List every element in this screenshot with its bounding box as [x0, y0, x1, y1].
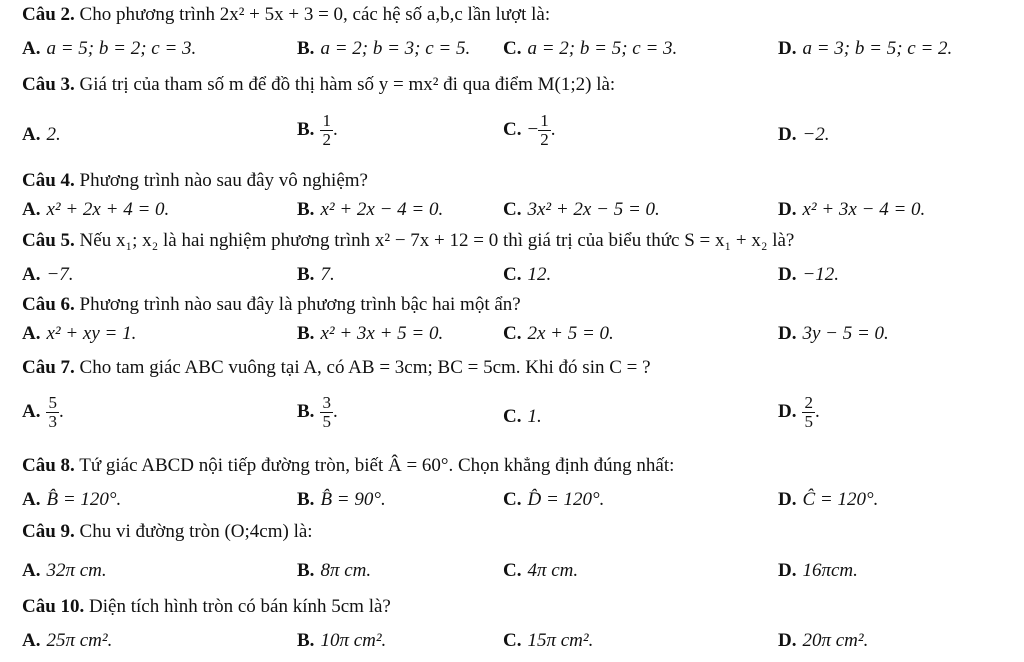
- option-b: [297, 199, 443, 221]
- option-d: [778, 124, 830, 146]
- question-2: [22, 4, 550, 26]
- option-suffix: .: [550, 118, 556, 140]
- option-letter: D.: [778, 630, 797, 651]
- option-text: x² + xy = 1.: [46, 323, 137, 344]
- option-letter: B.: [297, 489, 315, 510]
- option-text: −7.: [46, 264, 74, 285]
- option-suffix: .: [814, 400, 820, 422]
- question-label: Câu 2.: [22, 4, 75, 25]
- question-6: [22, 294, 521, 316]
- option-b: [297, 323, 443, 345]
- option-text: x² + 3x + 5 = 0.: [320, 323, 444, 344]
- option-text: 32π cm.: [46, 560, 107, 581]
- option-a: [22, 630, 112, 652]
- question-text: Nếu x₁; x₂ là hai nghiệm phương trình x² − 7x + 12 = 0 thì giá trị của biểu thức S = x₁ + x₂ là?: [79, 230, 795, 251]
- option-text: 10π cm².: [320, 630, 387, 651]
- option-text: 7.: [320, 264, 335, 285]
- option-d: [778, 630, 868, 652]
- option-c: [503, 323, 614, 345]
- option-text: 8π cm.: [320, 560, 372, 581]
- option-text: 2x + 5 = 0.: [527, 323, 614, 344]
- option-text: 4π cm.: [527, 560, 579, 581]
- option-c: [503, 489, 604, 511]
- option-text: 3y − 5 = 0.: [802, 323, 889, 344]
- option-letter: C.: [503, 406, 522, 427]
- option-d: [778, 394, 820, 431]
- option-letter: C.: [503, 118, 522, 140]
- option-b: [297, 489, 386, 511]
- option-letter: B.: [297, 630, 315, 651]
- option-text: 2.: [46, 124, 61, 145]
- option-c: [503, 264, 551, 286]
- option-letter: A.: [22, 323, 41, 344]
- option-letter: D.: [778, 38, 797, 59]
- option-b: [297, 560, 371, 582]
- option-letter: D.: [778, 489, 797, 510]
- option-d: [778, 199, 925, 221]
- option-letter: C.: [503, 38, 522, 59]
- fraction-numerator: 3: [322, 393, 331, 412]
- option-letter: A.: [22, 560, 41, 581]
- option-b: [297, 264, 335, 286]
- option-suffix: .: [332, 400, 338, 422]
- option-letter: D.: [778, 323, 797, 344]
- option-text: 3x² + 2x − 5 = 0.: [527, 199, 660, 220]
- option-text: a = 3; b = 5; c = 2.: [802, 38, 953, 59]
- option-letter: B.: [297, 38, 315, 59]
- option-c: [503, 560, 578, 582]
- fraction: [320, 112, 333, 149]
- question-5: [22, 230, 794, 252]
- option-text: a = 2; b = 5; c = 3.: [527, 38, 678, 59]
- fraction: [46, 394, 59, 431]
- question-text: Phương trình nào sau đây là phương trình bậc hai một ẩn?: [79, 294, 521, 315]
- option-letter: A.: [22, 199, 41, 220]
- option-b: [297, 630, 386, 652]
- question-text: Cho tam giác ABC vuông tại A, có AB = 3cm; BC = 5cm. Khi đó sin C = ?: [79, 357, 651, 378]
- option-text: 15π cm².: [527, 630, 594, 651]
- option-letter: D.: [778, 199, 797, 220]
- option-text: a = 5; b = 2; c = 3.: [46, 38, 197, 59]
- fraction-denominator: 2: [540, 130, 549, 149]
- option-text: 25π cm².: [46, 630, 113, 651]
- option-text: Ĉ = 120°.: [802, 489, 879, 510]
- option-text: x² + 2x − 4 = 0.: [320, 199, 444, 220]
- option-letter: C.: [503, 560, 522, 581]
- option-suffix: .: [332, 118, 338, 140]
- option-letter: A.: [22, 630, 41, 651]
- question-label: Câu 7.: [22, 357, 75, 378]
- fraction-denominator: 5: [322, 412, 331, 431]
- option-a: [22, 394, 64, 431]
- option-b: [297, 394, 338, 431]
- fraction-numerator: 5: [48, 393, 57, 412]
- option-c: [503, 38, 677, 60]
- option-c: [503, 199, 660, 221]
- fraction-numerator: 2: [804, 393, 813, 412]
- question-7: [22, 357, 651, 379]
- question-4: [22, 170, 368, 192]
- question-text: Chu vi đường tròn (O;4cm) là:: [79, 521, 313, 542]
- fraction-numerator: 1: [322, 111, 331, 130]
- option-letter: B.: [297, 560, 315, 581]
- option-text: B̂ = 90°.: [320, 489, 386, 510]
- question-3: [22, 74, 615, 96]
- option-letter: B.: [297, 264, 315, 285]
- option-b: [297, 38, 470, 60]
- option-letter: A.: [22, 124, 41, 145]
- question-8: [22, 455, 674, 477]
- question-10: [22, 596, 391, 618]
- option-text: 1.: [527, 406, 542, 427]
- option-d: [778, 323, 889, 345]
- option-a: [22, 199, 169, 221]
- question-text: Phương trình nào sau đây vô nghiệm?: [79, 170, 368, 191]
- option-text: 16πcm.: [802, 560, 858, 581]
- option-prefix: −: [527, 118, 539, 140]
- option-letter: C.: [503, 630, 522, 651]
- question-text: Diện tích hình tròn có bán kính 5cm là?: [89, 596, 391, 617]
- option-letter: D.: [778, 264, 797, 285]
- question-label: Câu 5.: [22, 230, 75, 251]
- option-c: [503, 112, 555, 149]
- option-d: [778, 489, 878, 511]
- option-letter: A.: [22, 489, 41, 510]
- option-text: a = 2; b = 3; c = 5.: [320, 38, 471, 59]
- option-letter: B.: [297, 199, 315, 220]
- option-text: 20π cm².: [802, 630, 869, 651]
- option-letter: C.: [503, 323, 522, 344]
- question-text: Giá trị của tham số m để đồ thị hàm số y = mx² đi qua điểm M(1;2) là:: [79, 74, 616, 95]
- option-text: 12.: [527, 264, 552, 285]
- fraction-denominator: 2: [322, 130, 331, 149]
- question-label: Câu 8.: [22, 455, 75, 476]
- option-a: [22, 323, 136, 345]
- fraction-denominator: 5: [804, 412, 813, 431]
- option-suffix: .: [58, 400, 64, 422]
- option-text: x² + 3x − 4 = 0.: [802, 199, 926, 220]
- option-c: [503, 406, 542, 428]
- question-label: Câu 10.: [22, 596, 85, 617]
- option-letter: C.: [503, 489, 522, 510]
- option-a: [22, 264, 74, 286]
- question-9: [22, 521, 313, 543]
- option-letter: D.: [778, 400, 797, 422]
- question-text: Tứ giác ABCD nội tiếp đường tròn, biết Â = 60°. Chọn khẳng định đúng nhất:: [79, 455, 675, 476]
- option-c: [503, 630, 593, 652]
- option-a: [22, 38, 196, 60]
- question-label: Câu 6.: [22, 294, 75, 315]
- option-letter: A.: [22, 400, 41, 422]
- option-text: −2.: [802, 124, 830, 145]
- fraction: [538, 112, 551, 149]
- question-label: Câu 3.: [22, 74, 75, 95]
- option-d: [778, 264, 839, 286]
- option-letter: C.: [503, 264, 522, 285]
- question-label: Câu 4.: [22, 170, 75, 191]
- option-d: [778, 38, 952, 60]
- question-text: Cho phương trình 2x² + 5x + 3 = 0, các hệ số a,b,c lần lượt là:: [79, 4, 551, 25]
- option-a: [22, 124, 61, 146]
- option-letter: A.: [22, 38, 41, 59]
- option-d: [778, 560, 858, 582]
- option-letter: B.: [297, 118, 315, 140]
- fraction: [320, 394, 333, 431]
- option-letter: B.: [297, 323, 315, 344]
- question-label: Câu 9.: [22, 521, 75, 542]
- fraction-denominator: 3: [48, 412, 57, 431]
- option-letter: D.: [778, 124, 797, 145]
- option-letter: C.: [503, 199, 522, 220]
- option-text: D̂ = 120°.: [527, 489, 605, 510]
- option-a: [22, 560, 107, 582]
- option-text: B̂ = 120°.: [46, 489, 122, 510]
- fraction-numerator: 1: [540, 111, 549, 130]
- option-text: −12.: [802, 264, 840, 285]
- option-a: [22, 489, 121, 511]
- option-b: [297, 112, 338, 149]
- option-text: x² + 2x + 4 = 0.: [46, 199, 170, 220]
- option-letter: B.: [297, 400, 315, 422]
- option-letter: D.: [778, 560, 797, 581]
- option-letter: A.: [22, 264, 41, 285]
- fraction: [802, 394, 815, 431]
